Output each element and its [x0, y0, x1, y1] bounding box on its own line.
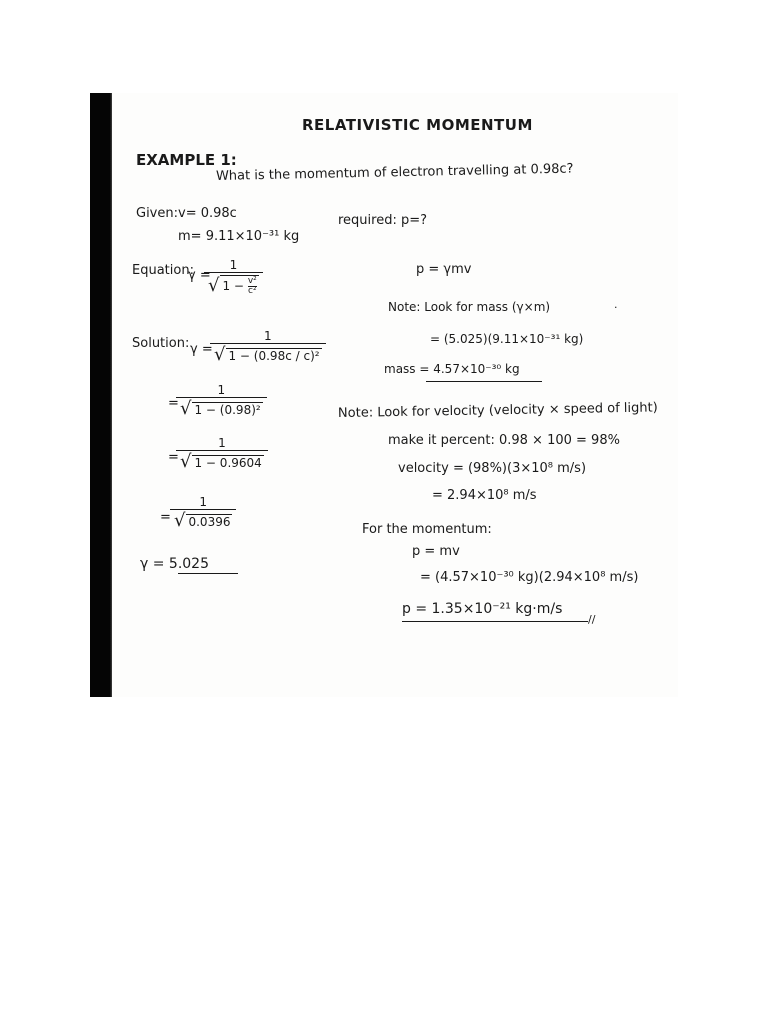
mass-underline: [426, 381, 542, 382]
scan-edge: [90, 93, 112, 697]
gamma-result: γ = 5.025: [140, 556, 209, 572]
momentum-equation: p = γmv: [416, 262, 472, 277]
step2-equals: =: [168, 396, 179, 411]
equation-den-prefix: 1 −: [222, 279, 244, 293]
required-text: required: p=?: [338, 213, 428, 228]
radical-sign: √: [180, 398, 192, 419]
solution-step1: [210, 330, 326, 364]
example-heading: EXAMPLE 1:: [136, 151, 237, 169]
step2-numerator: 1: [217, 383, 226, 397]
equation-radicand: [220, 275, 258, 296]
gamma-result-underline: [178, 573, 238, 574]
example-question: What is the momentum of electron travelling at 0.98c?: [215, 161, 574, 184]
velocity-calculation: velocity = (98%)(3×10⁸ m/s): [398, 461, 587, 476]
radical-sign: √: [208, 274, 220, 296]
equation-fraction: [204, 259, 263, 296]
given-label: Given:: [136, 206, 178, 221]
solution-step3: [176, 437, 268, 471]
step2-denominator: [176, 397, 267, 418]
momentum-formula: p = mv: [412, 544, 460, 559]
stray-dot: ·: [614, 301, 618, 314]
given-velocity: v= 0.98c: [178, 206, 237, 221]
momentum-heading: For the momentum:: [362, 522, 492, 537]
momentum-calculation: = (4.57×10⁻³⁰ kg)(2.94×10⁸ m/s): [420, 570, 639, 585]
mass-note: Note: Look for mass (γ×m): [388, 300, 551, 314]
step4-radicand: 0.0396: [188, 515, 231, 529]
step1-denominator: [210, 343, 326, 364]
solution-step2: [176, 384, 267, 418]
step1-radicand: 1 − (0.98c / c)²: [228, 349, 320, 363]
step3-numerator: 1: [218, 436, 226, 450]
radical-sign: √: [214, 344, 226, 365]
scanned-page: [90, 93, 678, 697]
equation-numerator: 1: [229, 258, 238, 272]
step3-denominator: [176, 450, 268, 471]
velocity-note: Note: Look for velocity (velocity × speed of light): [337, 400, 658, 421]
velocity-result: = 2.94×10⁸ m/s: [432, 488, 537, 503]
solution-label: Solution:: [132, 336, 190, 351]
step3-equals: =: [168, 450, 179, 465]
step4-denominator: [170, 509, 236, 530]
radical-sign: √: [174, 510, 186, 531]
step3-radicand: 1 − 0.9604: [194, 456, 262, 470]
step2-radicand: 1 − (0.98)²: [194, 403, 261, 417]
step1-numerator: 1: [263, 329, 272, 343]
equation-gamma: γ =: [188, 268, 211, 283]
momentum-result-underline: [402, 621, 588, 622]
step4-equals: =: [160, 510, 171, 525]
percent-conversion: make it percent: 0.98 × 100 = 98%: [388, 433, 620, 448]
mass-result: mass = 4.57×10⁻³⁰ kg: [384, 362, 520, 376]
c-squared: c²: [248, 286, 257, 296]
radical-sign: √: [180, 451, 192, 472]
mass-calculation: = (5.025)(9.11×10⁻³¹ kg): [430, 332, 584, 346]
solution-step4: [170, 496, 236, 530]
given-mass: m= 9.11×10⁻³¹ kg: [178, 229, 300, 244]
v2-over-c2: [248, 277, 257, 296]
momentum-result: p = 1.35×10⁻²¹ kg·m/s: [402, 601, 563, 617]
final-answer-mark: //: [588, 613, 596, 626]
equation-label: Equation:: [132, 263, 194, 278]
equation-denominator: [204, 272, 263, 296]
page-title: RELATIVISTIC MOMENTUM: [302, 116, 533, 134]
solution-gamma: γ =: [190, 342, 213, 357]
v-squared: v²: [247, 276, 257, 286]
step4-numerator: 1: [199, 495, 208, 509]
